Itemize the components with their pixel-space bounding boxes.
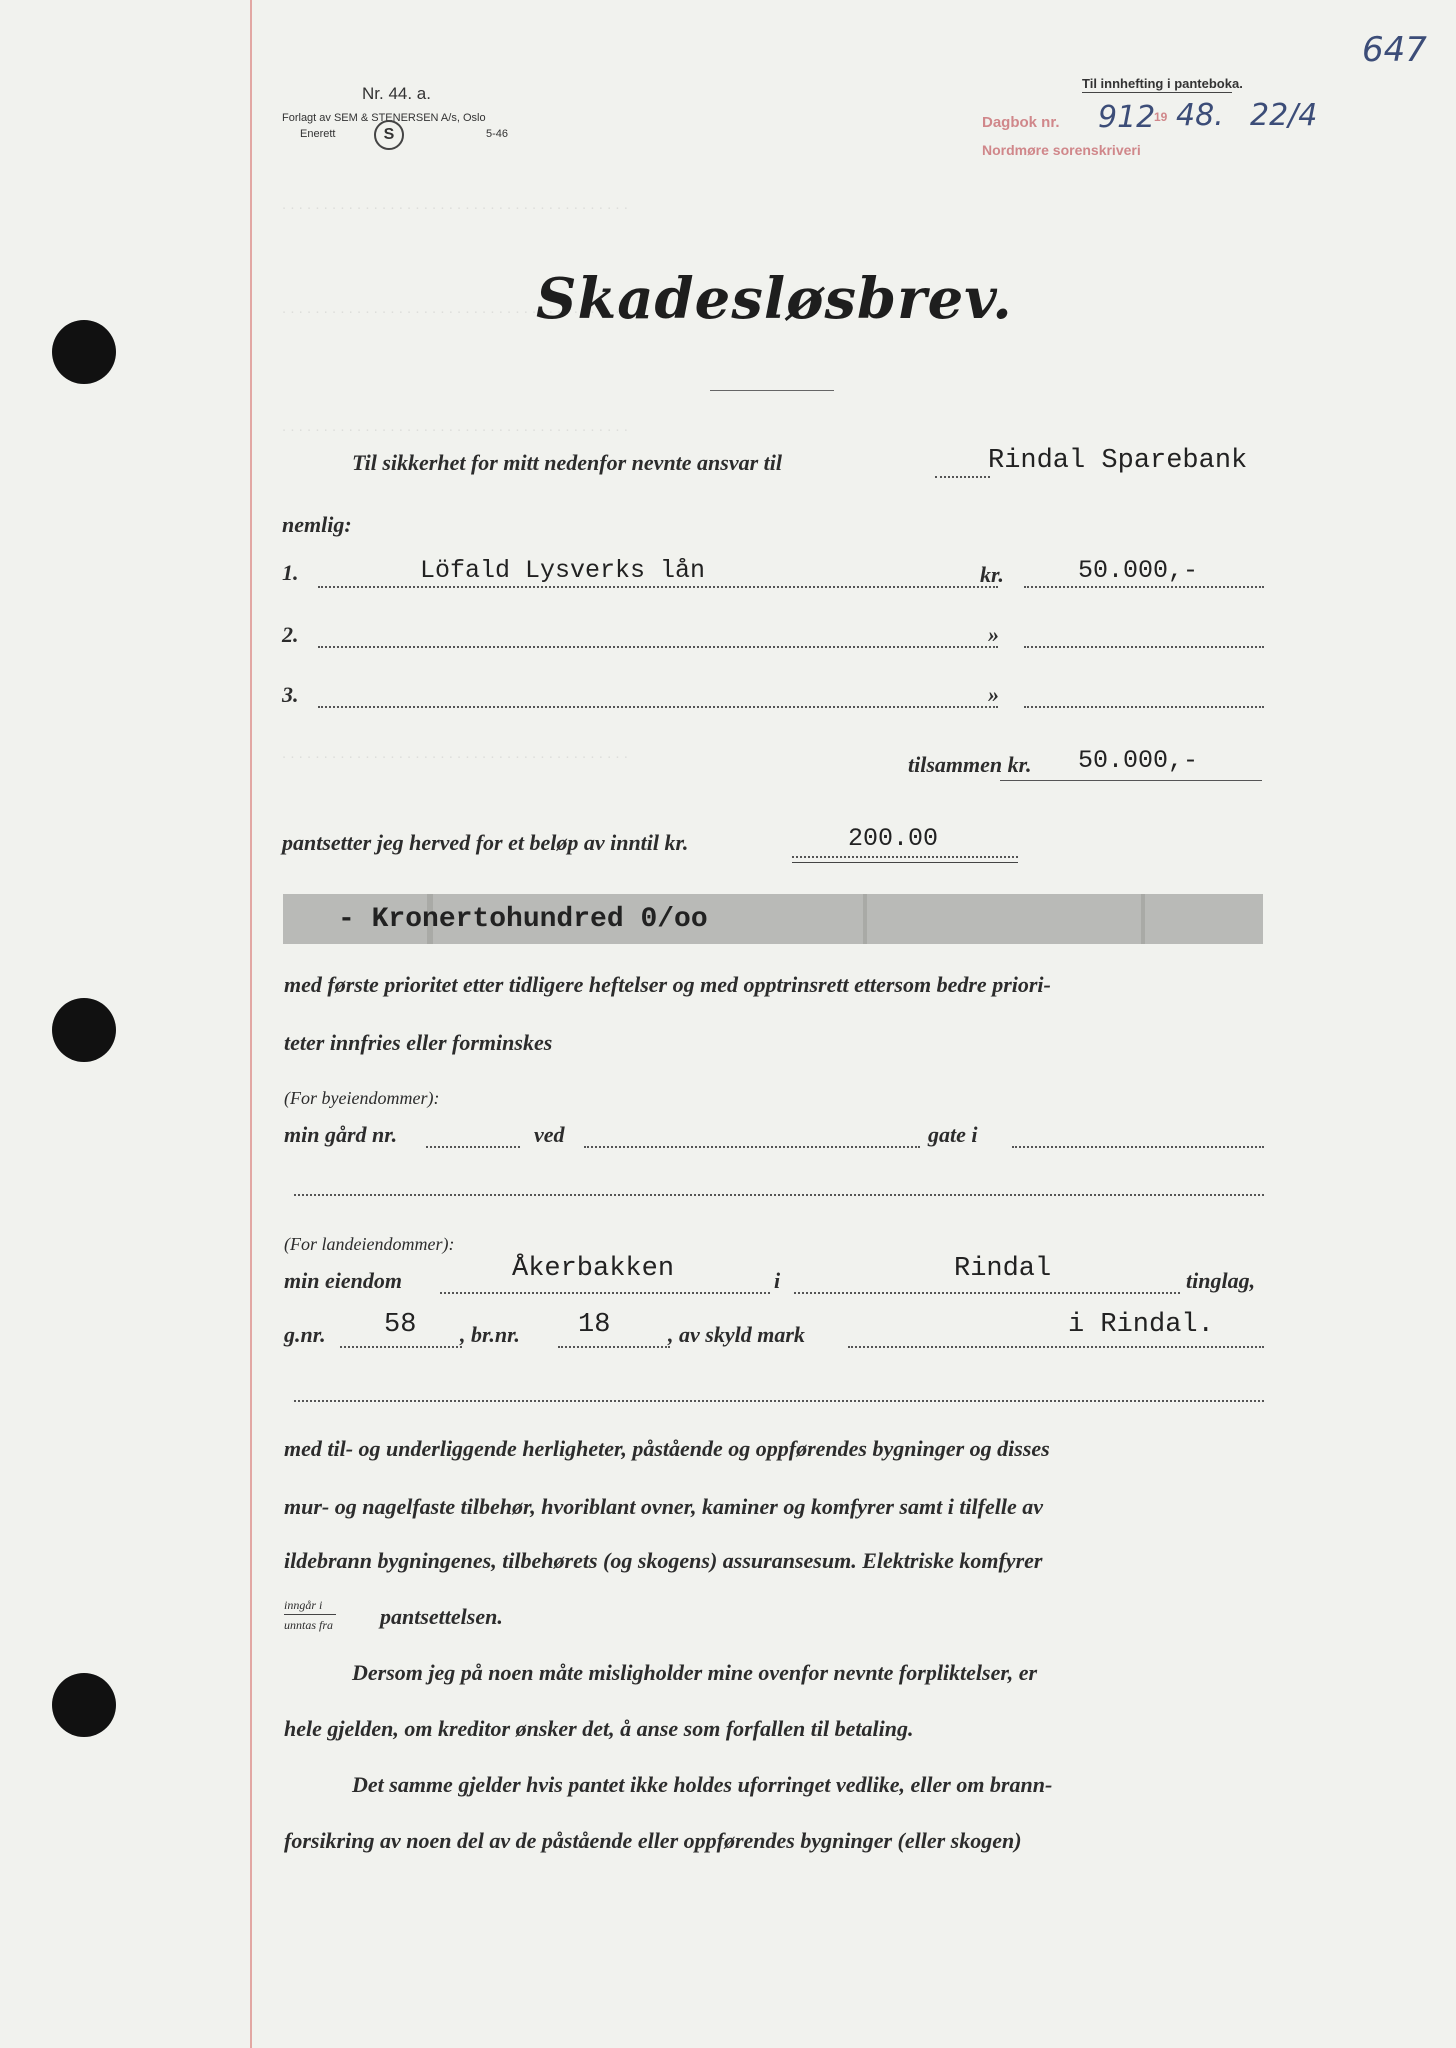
para2-line: Dersom jeg på noen måte misligholder mine ovenfor nevnte forpliktelser, er (352, 1660, 1038, 1685)
inngar-divider (284, 1614, 336, 1615)
item-number: 3. (282, 682, 299, 707)
land-skyld: i Rindal. (1068, 1310, 1214, 1340)
priority-line: med første prioritet etter tidligere heftelser og med opptrinsrett ettersom bedre priori- (284, 972, 1051, 997)
pledge-text: pantsetter jeg herved for et beløp av inntil kr. (282, 830, 689, 855)
total-underline (1000, 780, 1262, 781)
innhefting-label: Til innhefting i panteboka. (1082, 76, 1243, 91)
title-rule (710, 390, 834, 391)
band-segment (1141, 894, 1145, 944)
dagbok-year-prefix: 19 (1154, 110, 1168, 124)
city-line (1012, 1146, 1264, 1148)
gnr-line (340, 1346, 462, 1348)
dagbok-year: 48. (1176, 98, 1224, 133)
kommune-line (794, 1292, 1180, 1294)
item-description: Löfald Lysverks lån (420, 556, 706, 585)
amount-in-words: - Kronertohundrеd 0/oo (338, 904, 708, 935)
punch-hole (52, 320, 116, 384)
pledge-amount: 200.00 (848, 824, 939, 853)
amount-line (1024, 586, 1264, 588)
land-skyld-label: , av skyld mark (668, 1322, 805, 1347)
document-page: . . . . . . . . . . . . . . . . . . . . . . . . . . . . . . . . . . . . . . . . . . . . . . . . . . . . . . . . . . . . . . . . . . . . . . . . . . . . . . . . . . . . . . . . . . . . . . . . . . . . . . . . . . . . . . . . . . . . . . . . . . . . . . . . . . . . . . . . . . . . . . . . . . . . . . . . . . . . . . . . . . . . . . . . Nr. 44. a. Forlagt av SEM & STENERSEN A/s, Oslo Enerett S 5-46 Til innhefting i panteboka. Dagbok nr. 912 19 48. 22/4 Nordmøre sorenskriveri 647 Skadesløsbrev. Til sikkerhet for mitt nedenfor nevnte ansvar til Rindal Sparebank nemlig: 1. Löfald Lysverks lån kr. 50.000,- 2. » 3. » tilsammen kr. 50.000,- pantsetter jeg herved for et beløp av inntil kr. 200.00 - Kronertohundrеd 0/oo med første prioritet etter tidligere heftelser og med opptrinsrett ettersom bedre priori- teter innfries eller forminskes (For byeiendommer): min gård nr. ved gate i (For landeiendommer): min eiendom Åkerbakken i Rindal tinglag, g.nr. 58 , br.nr. 18 , av skyld mark i Rindal. med til- og underliggende herligheter, påstående og oppførendes bygninger og disses mur- og nagelfaste tilbehør, hvoriblant ovner, kaminer og komfyrer samt i tilfelle av ildebrann bygningenes, tilbehørets (og skogens) assuransesum. Elektriske komfyrer inngår i unntas fra pantsettelsen. Dersom jeg på noen måte misligholder mine ovenfor nevnte forpliktelser, er hele gjelden, om kreditor ønsker det, å anse som forfallen til betaling. Det samme gjelder hvis pantet ikke holdes uforringet vedlike, eller om brann- forsikring av noen del av de påstående eller oppførendes bygninger (eller skogen) (0, 0, 1456, 2048)
dagbok-date: 22/4 (1250, 98, 1318, 133)
land-brnr: 18 (578, 1310, 611, 1340)
total-label: tilsammen kr. (908, 752, 1032, 777)
unntas-option: unntas fra (284, 1618, 334, 1632)
brnr-line (558, 1346, 670, 1348)
nemlig-label: nemlig: (282, 512, 352, 537)
punch-hole (52, 1673, 116, 1737)
item-number: 1. (282, 560, 299, 585)
publisher-code: 5-46 (486, 128, 509, 140)
skyld-line (848, 1346, 1264, 1348)
body-line: med til- og underliggende herligheter, påstående og oppførendes bygninger og disses (284, 1436, 1050, 1461)
land-brnr-label: , br.nr. (460, 1322, 520, 1347)
pledge-underline (792, 862, 1018, 863)
band-segment (863, 894, 867, 944)
by-heading: (For byeiendommer): (284, 1088, 440, 1108)
pledge-line (792, 856, 1018, 858)
para2-line: hele gjelden, om kreditor ønsker det, å anse som forfallen til betaling. (284, 1716, 914, 1741)
eiendom-line (440, 1292, 770, 1294)
item-amount: 50.000,- (1078, 556, 1199, 585)
by-gate-label: gate i (928, 1122, 978, 1147)
publisher-line: Forlagt av SEM & STENERSEN A/s, Oslo (282, 112, 486, 124)
land-gnr: 58 (384, 1310, 417, 1340)
page-number: 647 (1362, 30, 1427, 70)
land-gnr-label: g.nr. (284, 1322, 326, 1347)
pantsettelsen-label: pantsettelsen. (380, 1604, 503, 1629)
item-number: 2. (282, 622, 299, 647)
item-line (318, 706, 998, 708)
land-i-label: i (774, 1268, 781, 1293)
intro-text: Til sikkerhet for mitt nedenfor nevnte ansvar til (352, 450, 783, 475)
publisher-enerett: Enerett (300, 128, 336, 140)
amount-line (1024, 706, 1264, 708)
item-line (318, 646, 998, 648)
punch-hole (52, 998, 116, 1062)
land-tinglag-label: tinglag, (1186, 1268, 1256, 1293)
document-title: Skadesløsbrev. (536, 266, 1013, 332)
land-eiendom-label: min eiendom (284, 1268, 402, 1293)
item-line (318, 586, 998, 588)
by-ved-label: ved (534, 1122, 565, 1147)
item-currency: kr. (980, 562, 1004, 587)
land-eiendom: Åkerbakken (512, 1254, 675, 1284)
body-line: ildebrann bygningenes, tilbehørets (og skogens) assuransesum. Elektriske komfyrer (284, 1548, 1043, 1573)
office-stamp: Nordmøre sorenskriveri (982, 142, 1141, 158)
priority-line: teter innfries eller forminskes (284, 1030, 553, 1055)
dotted-line (935, 476, 990, 478)
gaard-line (426, 1146, 520, 1148)
form-number: Nr. 44. a. (362, 84, 431, 103)
para3-line: Det samme gjelder hvis pantet ikke holdes uforringet vedlike, eller om brann- (352, 1772, 1053, 1797)
dagbok-stamp-label: Dagbok nr. (982, 114, 1060, 131)
creditor-name: Rindal Sparebank (988, 446, 1248, 476)
publisher-logo-icon: S (374, 120, 404, 150)
body-line: mur- og nagelfaste tilbehør, hvoriblant ovner, kaminer og komfyrer samt i tilfelle av (284, 1494, 1043, 1519)
item-currency: » (988, 622, 999, 647)
para3-line: forsikring av noen del av de påstående eller oppførendes bygninger (eller skogen) (284, 1828, 1022, 1853)
item-currency: » (988, 682, 999, 707)
innhefting-underline (1082, 92, 1232, 93)
dagbok-number: 912 (1098, 100, 1156, 135)
land-kommune: Rindal (954, 1254, 1052, 1284)
margin-rule (250, 0, 252, 2048)
land-heading: (For landeiendommer): (284, 1234, 455, 1254)
amount-line (1024, 646, 1264, 648)
by-extra-line (294, 1194, 1264, 1196)
street-line (584, 1146, 920, 1148)
land-extra-line (294, 1400, 1264, 1402)
inngar-option: inngår i (284, 1598, 323, 1612)
by-gaard-label: min gård nr. (284, 1122, 398, 1147)
total-amount: 50.000,- (1078, 746, 1199, 775)
